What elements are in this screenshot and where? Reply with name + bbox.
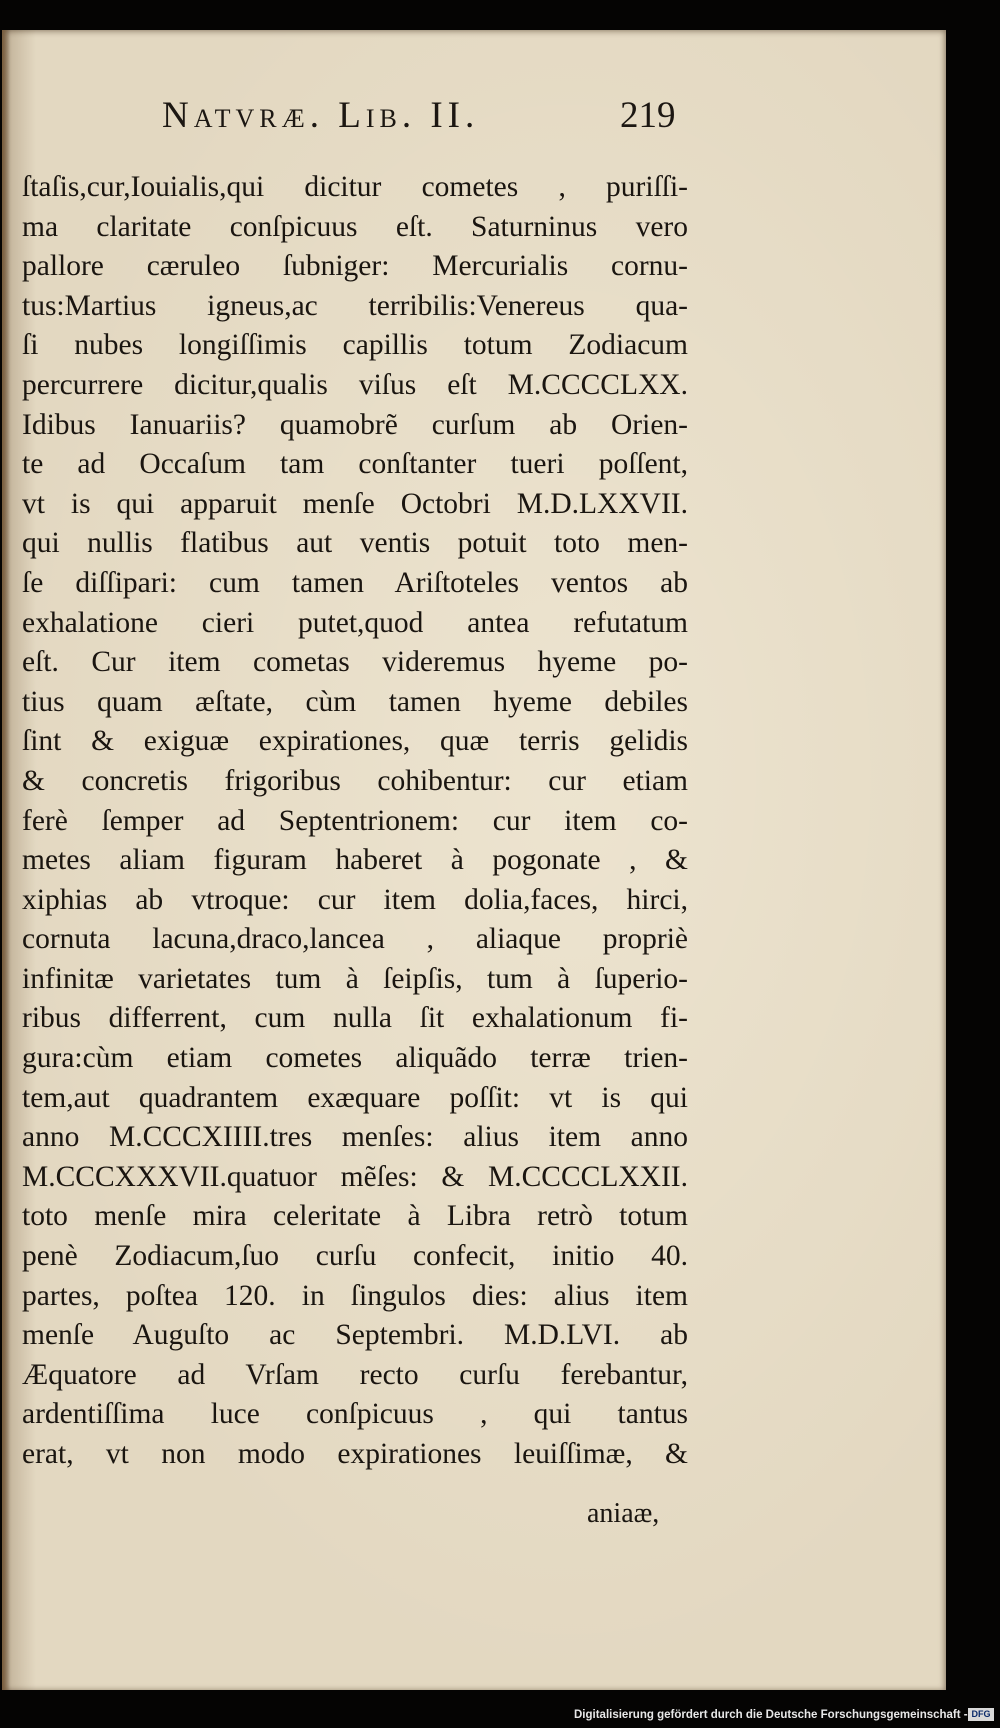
text-line: exhalatione cieri putet,quod antea refutatum <box>22 606 688 639</box>
text-line: tus:Martius igneus,ac terribilis:Venereus qua- <box>22 289 688 322</box>
text-line: te ad Occaſum tam conſtanter tueri poſſent, <box>22 448 688 481</box>
page-number: 219 <box>620 95 676 136</box>
text-line: ſe diſſipari: cum tamen Ariſtoteles ventos ab <box>22 566 688 599</box>
text-line: eſt. Cur item cometas videremus hyeme po- <box>22 646 688 679</box>
running-head <box>2 94 946 154</box>
catchword: aniaæ, <box>587 1498 660 1529</box>
text-line: Idibus Ianuariis? quamobrẽ curſum ab Orien- <box>22 408 688 441</box>
text-line: percurrere dicitur,qualis viſus eſt M.CCCCLXX. <box>22 368 688 401</box>
text-line: ma claritate conſpicuus eſt. Saturninus vero <box>22 210 688 243</box>
text-line: ſi nubes longiſſimis capillis totum Zodiacum <box>22 329 688 362</box>
text-line: ribus differrent, cum nulla ſit exhalationum fi- <box>22 1002 688 1035</box>
page-gutter-shadow <box>2 30 10 1690</box>
body-text <box>22 168 688 1475</box>
text-line: ſint & exiguæ expirationes, quæ terris gelidis <box>22 725 688 758</box>
text-line: qui nullis flatibus aut ventis potuit toto men- <box>22 527 688 560</box>
text-line: tius quam æſtate, cùm tamen hyeme debiles <box>22 685 688 718</box>
running-title: Natvræ. Lib. II. <box>162 95 480 136</box>
text-line: xiphias ab vtroque: cur item dolia,faces, hirci, <box>22 883 688 916</box>
digitization-credit: Digitalisierung gefördert durch die Deutsche Forschungsgemeinschaft - <box>574 1709 968 1721</box>
text-line: partes, poſtea 120. in ſingulos dies: alius item <box>22 1279 688 1312</box>
text-line: vt is qui apparuit menſe Octobri M.D.LXXVII. <box>22 487 688 520</box>
text-line: penè Zodiacum,ſuo curſu confecit, initio 40. <box>22 1240 688 1273</box>
text-line: ſtaſis,cur,Iouialis,qui dicitur cometes , puriſſi- <box>22 171 688 203</box>
dfg-logo: DFG <box>968 1708 994 1721</box>
text-line: ardentiſſima luce conſpicuus , qui tantus <box>22 1398 688 1431</box>
book-page <box>2 30 946 1690</box>
text-line: cornuta lacuna,draco,lancea , aliaque propriè <box>22 923 688 956</box>
text-line: metes aliam figuram haberet à pogonate , & <box>22 844 688 877</box>
text-line: toto menſe mira celeritate à Libra retrò totum <box>22 1200 688 1233</box>
text-line: menſe Auguſto ac Septembri. M.D.LVI. ab <box>22 1319 688 1352</box>
text-line: gura:cùm etiam cometes aliquãdo terræ trien- <box>22 1042 688 1075</box>
text-line: ferè ſemper ad Septentrionem: cur item co- <box>22 804 688 837</box>
text-line: Æquatore ad Vrſam recto curſu ferebantur, <box>22 1358 688 1391</box>
text-line: anno M.CCCXIIII.tres menſes: alius item anno <box>22 1121 688 1154</box>
text-line: & concretis frigoribus cohibentur: cur etiam <box>22 764 688 797</box>
text-line: pallore cæruleo ſubniger: Mercurialis cornu- <box>22 250 688 283</box>
text-line: erat, vt non modo expirationes leuiſſimæ, & <box>22 1438 688 1470</box>
text-line: M.CCCXXXVII.quatuor mẽſes: & M.CCCCLXXII. <box>22 1160 688 1193</box>
text-line: tem,aut quadrantem exæquare poſſit: vt is qui <box>22 1081 688 1114</box>
text-line: infinitæ varietates tum à ſeipſis, tum à ſuperio- <box>22 962 688 995</box>
